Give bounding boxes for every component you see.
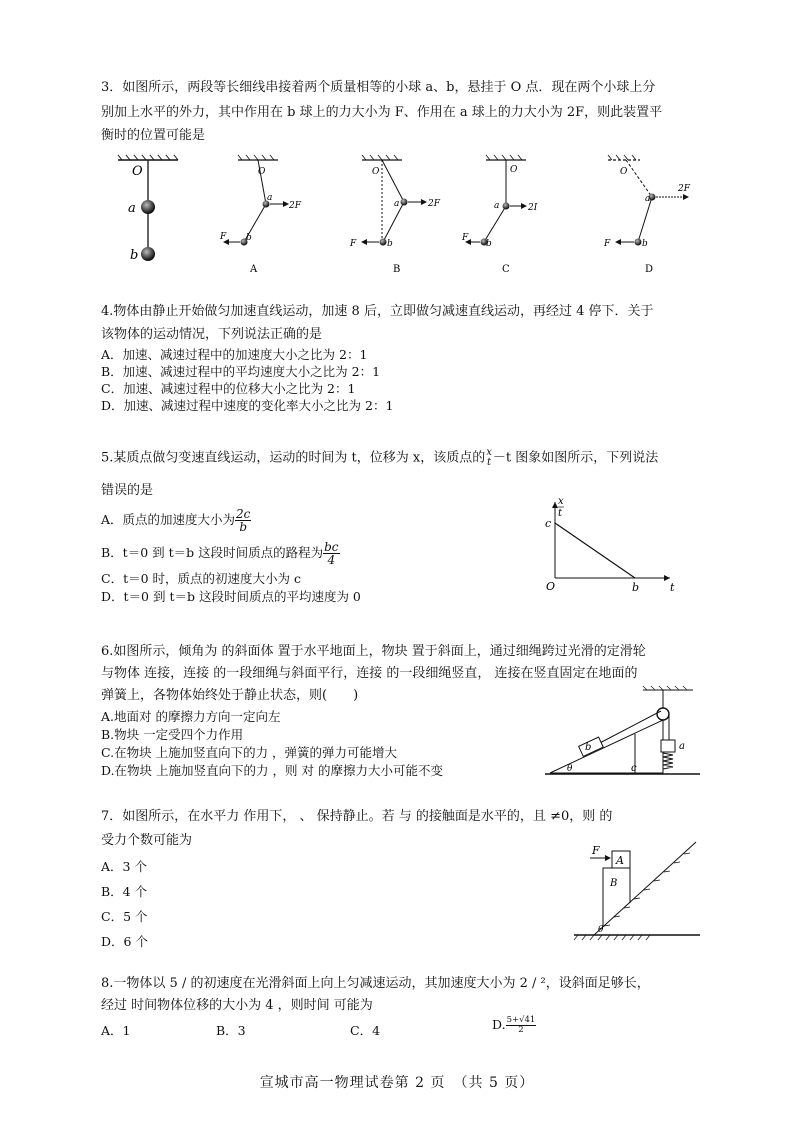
- q4-option-a: A．加速、减速过程中的加速度大小之比为 2：1: [101, 347, 368, 362]
- b-label: b: [632, 581, 640, 594]
- x-over-t-fraction: x t: [486, 447, 492, 468]
- svg-text:2F: 2F: [289, 201, 301, 211]
- svg-text:O: O: [620, 167, 628, 177]
- block-a: [661, 740, 675, 752]
- q7-option-d: D．6 个: [101, 934, 148, 949]
- svg-text:a: a: [679, 741, 685, 752]
- svg-text:a: a: [394, 199, 400, 209]
- q4-line-1: 4.物体由静止开始做匀加速直线运动，加速 8 后，立即做匀减速直线运动，再经过 4 停下．关于: [101, 304, 654, 319]
- svg-text:O: O: [510, 165, 518, 175]
- svg-text:b: b: [486, 239, 492, 249]
- q7-option-a: A．3 个: [101, 859, 147, 874]
- q7-line-2: 受力个数可能为: [101, 833, 193, 848]
- svg-text:t: t: [558, 508, 563, 519]
- q5-option-a: A．质点的加速度大小为 $\frac{2c}{b}$: [101, 507, 251, 534]
- pulley: [657, 708, 669, 720]
- svg-text:2F: 2F: [428, 199, 440, 209]
- svg-text:F: F: [604, 239, 611, 249]
- xt-line: [555, 523, 635, 578]
- q6-line-2: 与物体 连接，连接 的一段细绳与斜面平行，连接 的一段细绳竖直， 连接在竖直固定在地面的: [101, 666, 638, 681]
- q8-line-1: 8.一物体以 5 / 的初速度在光滑斜面上向上匀减速运动，其加速度大小为 2 / ²，设斜面足够长，: [101, 976, 650, 991]
- svg-text:2F: 2F: [678, 184, 690, 194]
- svg-text:t: t: [670, 581, 675, 594]
- caption-d: D: [645, 264, 654, 275]
- ball-a: [141, 200, 155, 214]
- q3-fig-option-c: [461, 155, 538, 275]
- svg-text:θ: θ: [567, 764, 573, 774]
- q5-xt-graph: [540, 494, 680, 594]
- q3-figures: [100, 150, 720, 280]
- q3-line-1: 3．如图所示，两段等长细线串接着两个质量相等的小球 a、b，悬挂于 O 点．现在两个小球上分: [101, 80, 656, 95]
- q6-line-1: 6.如图所示，倾角为 的斜面体 置于水平地面上，物块 置于斜面上，通过细绳跨过光滑的定滑轮: [101, 644, 646, 659]
- svg-text:b: b: [642, 239, 648, 249]
- svg-text:2I: 2I: [528, 203, 538, 213]
- svg-text:F: F: [592, 844, 600, 857]
- c-label: c: [545, 517, 552, 530]
- svg-text:O: O: [258, 167, 266, 177]
- q3-line-3: 衡时的位置可能是: [101, 128, 206, 143]
- q4-line-2: 该物体的运动情况，下列说法正确的是: [101, 327, 323, 342]
- svg-text:F: F: [220, 232, 227, 242]
- ball-b: [141, 247, 155, 261]
- q6-option-d: D.在物块 上施加竖直向下的力 ，则 对 的摩擦力大小可能不变: [101, 763, 443, 778]
- q4-option-c: C．加速、减速过程中的位移大小之比为 2：1: [101, 381, 356, 396]
- caption-c: C: [502, 264, 510, 275]
- svg-text:a: a: [267, 193, 273, 203]
- q5-line-1: 5.某质点做匀变速直线运动，运动的时间为 t，位移为 x，该质点的 x t －t 图象如图所示，下列说法: [101, 447, 659, 468]
- q7-line-1: 7．如图所示，在水平力 作用下， 、 保持静止。若 与 的接触面是水平的，且 ≠0，则 的: [101, 809, 613, 824]
- svg-text:a: a: [494, 201, 500, 211]
- label-o: O: [132, 164, 143, 179]
- q3-fig-option-a: [219, 155, 302, 275]
- q5-option-d: D．t＝0 到 t＝b 这段时间质点的平均速度为 0: [101, 589, 361, 604]
- svg-text:A: A: [616, 854, 624, 867]
- q8-line-2: 经过 时间物体位移的大小为 4 ，则时间 可能为: [101, 998, 373, 1013]
- svg-text:F: F: [462, 233, 469, 243]
- svg-text:b: b: [387, 239, 393, 249]
- q3-line-2: 别加上水平的外力，其中作用在 b 球上的力大小为 F、作用在 a 球上的力大小为 2F，则此装置平: [101, 105, 663, 120]
- q3-fig-option-d: [603, 155, 691, 275]
- q8-option-a: A．1: [101, 1023, 131, 1038]
- q6-option-a: A.地面对 的摩擦力方向一定向左: [101, 709, 281, 724]
- q6-line-3: 弹簧上，各物体始终处于静止状态，则( ): [101, 688, 359, 703]
- svg-text:O: O: [372, 167, 380, 177]
- q5-option-b: B．t＝0 到 t＝b 这段时间质点的路程为 $\frac{bc}{4}$: [101, 540, 339, 567]
- q8-option-d: D. $\frac{5+√41}{2}$: [492, 1015, 536, 1035]
- svg-text:a: a: [645, 194, 651, 204]
- page-footer: 宣城市高一物理试卷第 2 页 （共 5 页）: [259, 1075, 535, 1091]
- caption-b: B: [393, 264, 401, 275]
- q8-option-b: B．3: [216, 1023, 246, 1038]
- q5-line-2: 错误的是: [101, 483, 154, 498]
- svg-text:c: c: [631, 763, 637, 774]
- q4-option-b: B．加速、减速过程中的平均速度大小之比为 2：1: [101, 364, 381, 379]
- svg-text:b: b: [246, 233, 252, 243]
- q3-fig-original: [118, 155, 178, 263]
- svg-text:B: B: [610, 878, 618, 889]
- caption-a: A: [250, 264, 258, 275]
- svg-text:b: b: [585, 742, 592, 753]
- q6-option-b: B.物块 一定受四个力作用: [101, 727, 244, 742]
- svg-text:x: x: [558, 496, 564, 507]
- q7-wedge-figure: [570, 838, 710, 942]
- svg-text:θ: θ: [598, 925, 604, 935]
- q6-option-c: C.在物块 上施加竖直向下的力 ，弹簧的弹力可能增大: [101, 745, 398, 760]
- q5-option-c: C．t＝0 时，质点的初速度大小为 c: [101, 571, 301, 586]
- origin-label: O: [546, 580, 556, 593]
- svg-text:F: F: [350, 239, 357, 249]
- q7-option-b: B．4 个: [101, 884, 148, 899]
- q7-option-c: C．5 个: [101, 909, 148, 924]
- label-b: b: [130, 248, 139, 263]
- q6-incline-figure: [545, 686, 705, 780]
- q8-option-c: C．4: [350, 1023, 381, 1038]
- q3-fig-option-b: [349, 155, 441, 275]
- q4-option-d: D．加速、减速过程中速度的变化率大小之比为 2：1: [101, 398, 394, 413]
- block-b: [603, 868, 630, 927]
- label-a: a: [128, 201, 136, 216]
- spring: [663, 753, 673, 769]
